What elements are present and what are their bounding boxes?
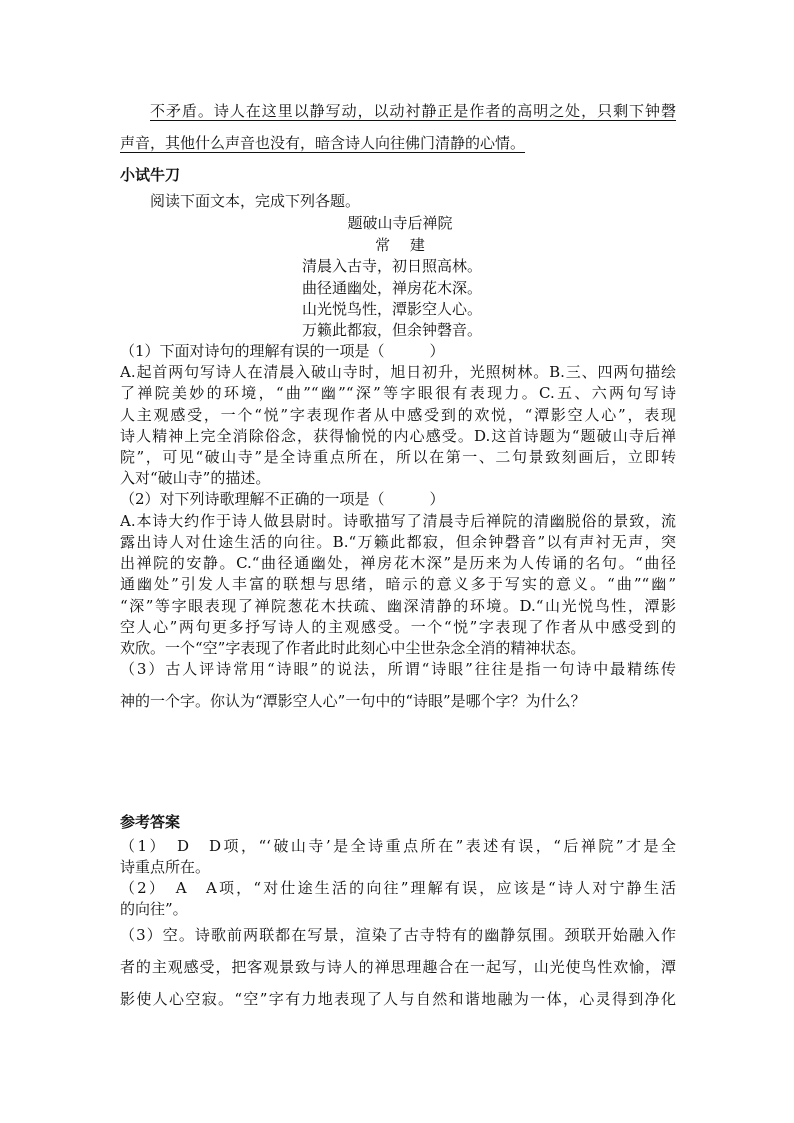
question-3-line: 神的一个字。你认为“潭影空人心”一句中的“诗眼”是哪个字？为什么？: [120, 692, 586, 710]
answer-3-line: 者的主观感受，把客观景致与诗人的禅思理趣合在一起写，山光使鸟性欢愉，潭: [120, 958, 676, 976]
question-1-prompt: （1）下面对诗句的理解有误的一项是（ ）: [120, 342, 445, 360]
answer-3-line: （3）空。诗歌前两联都在写景，渲染了古寺特有的幽静氛围。颈联开始融入作: [120, 926, 676, 944]
question-2-line: 欢欣。一个“空”字表现了作者此时此刻心中尘世杂念全消的精神状态。: [120, 639, 586, 657]
question-1-line: 诗人精神上完全消除俗念，获得愉悦的内心感受。D.这首诗题为“题破山寺后禅: [120, 427, 676, 445]
answer-2-line: 的向往”。: [120, 900, 188, 918]
answer-1-line: （1） D D项，“‘破山寺’是全诗重点所在”表述有误，“后禅院”才是全: [120, 837, 676, 855]
question-2-line: 出禅院的安静。C.“曲径通幽处，禅房花木深”是历来为人传诵的名句。“曲径: [120, 554, 676, 572]
question-1-line: 院”，可见“破山寺”是全诗重点所在，所以在第一、二句景致刻画后，立即转: [120, 448, 676, 466]
poem-line-1: 清晨入古寺，初日照高林。: [302, 257, 483, 275]
question-1-line: 入对“破山寺”的描述。: [120, 469, 271, 487]
answer-1-line: 诗重点所在。: [120, 858, 211, 876]
question-1-line: 人主观感受，一个“悦”字表现作者从中感受到的欢悦，“潭影空人心”，表现: [120, 406, 676, 424]
question-2-line: “深”等字眼表现了禅院葱花木扶疏、幽深清静的环境。D.“山光悦鸟性，潭影: [120, 597, 676, 615]
question-2-line: 空人心”两句更多抒写诗人的主观感受。一个“悦”字表现了作者从中感受到的: [120, 618, 676, 636]
question-1-line: 了禅院美妙的环境，“曲”“幽”“深”等字眼很有表现力。C.五、六两句写诗: [120, 384, 676, 402]
intro-line-2: 声音，其他什么声音也没有，暗含诗人向往佛门清静的心情。: [120, 134, 526, 152]
answers-title: 参考答案: [120, 813, 181, 831]
question-2-line: 通幽处”引发人丰富的联想与思绪，暗示的意义多于写实的意义。“曲”“幽”: [120, 575, 676, 593]
question-2-prompt: （2）对下列诗歌理解不正确的一项是（ ）: [120, 490, 445, 508]
answer-2-line: （2） A A项，“对仕途生活的向往”理解有误，应该是“诗人对宁静生活: [120, 879, 676, 897]
question-1-line: A.起首两句写诗人在清晨入破山寺时，旭日初升，光照树林。B.三、四两句描绘: [120, 363, 676, 381]
poem-line-2: 曲径通幽处，禅房花木深。: [302, 279, 483, 297]
question-2-line: A.本诗大约作于诗人做县尉时。诗歌描写了清晨寺后禅院的清幽脱俗的景致，流: [120, 512, 676, 530]
section-title: 小试牛刀: [120, 166, 181, 184]
answer-3-line: 影使人心空寂。“空”字有力地表现了人与自然和谐地融为一体，心灵得到净化: [120, 990, 676, 1008]
poem-author: 常 建: [375, 236, 425, 254]
poem-line-3: 山光悦鸟性，潭影空人心。: [302, 300, 483, 318]
question-3-line: （3）古人评诗常用“诗眼”的说法，所谓“诗眼”往往是指一句诗中最精练传: [120, 660, 676, 678]
poem-line-4: 万籁此都寂，但余钟磬音。: [302, 321, 483, 339]
intro-line-1: 不矛盾。诗人在这里以静写动，以动衬静正是作者的高明之处，只剩下钟磬: [150, 102, 676, 120]
question-2-line: 露出诗人对仕途生活的向往。B.“万籁此都寂，但余钟磬音”以有声衬无声，突: [120, 533, 676, 551]
instruction-text: 阅读下面文本，完成下列各题。: [150, 192, 361, 210]
poem-title: 题破山寺后禅院: [347, 214, 453, 232]
